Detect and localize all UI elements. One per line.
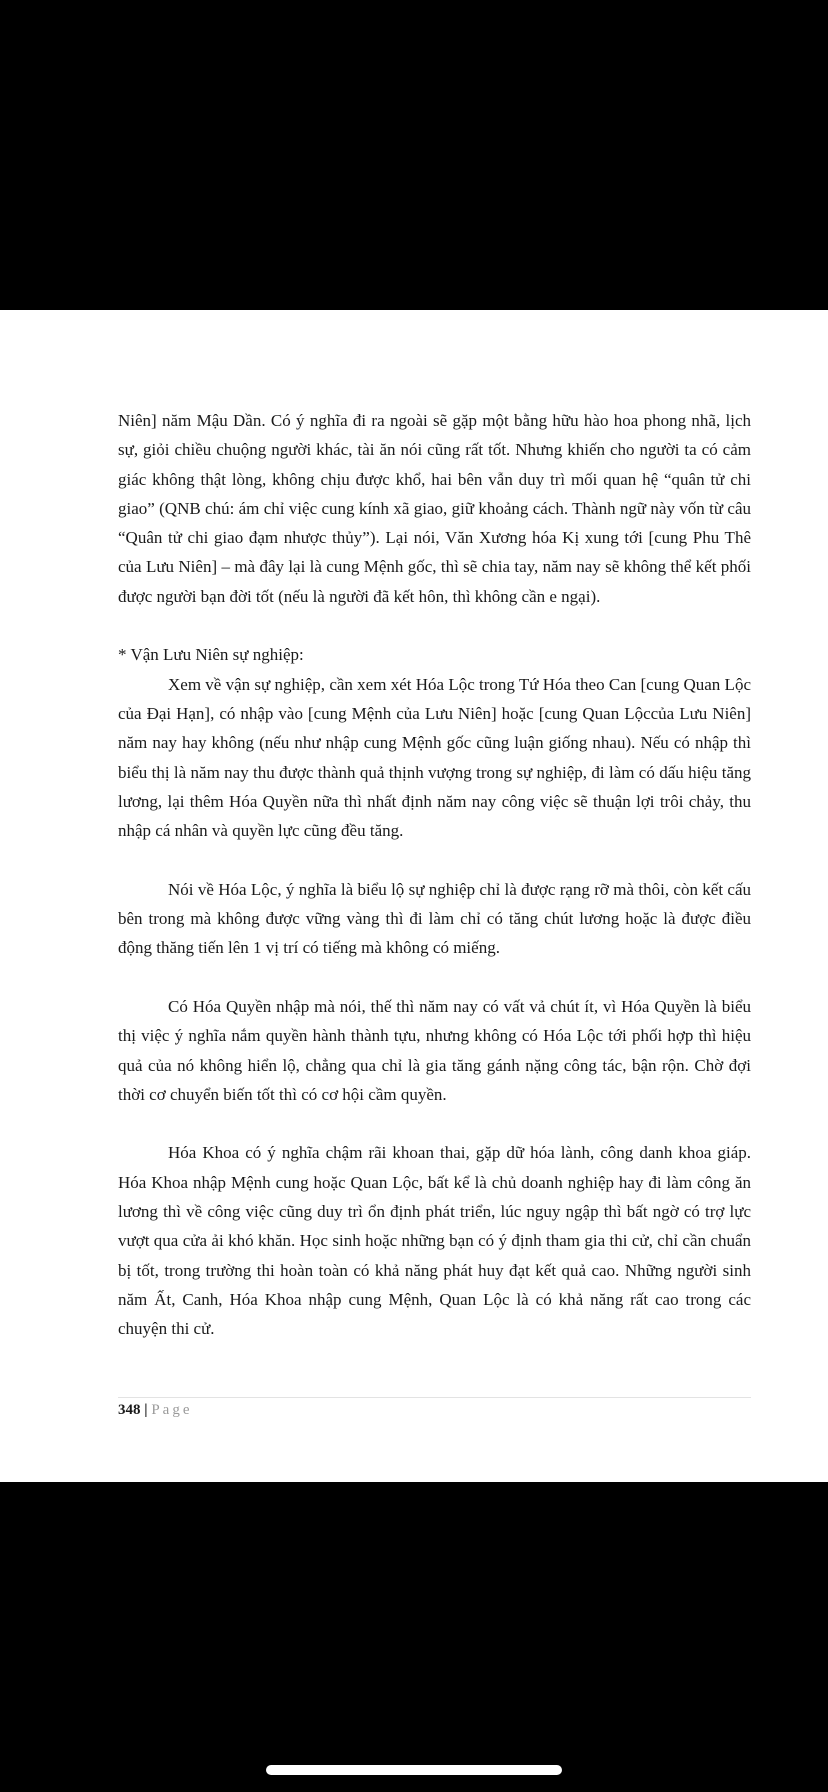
bottom-black-bar <box>0 1482 828 1792</box>
paragraph-gap <box>118 611 751 640</box>
page-separator: | <box>140 1402 152 1418</box>
paragraph-hoa-quyen: Có Hóa Quyền nhập mà nói, thế thì năm nay có vất vả chút ít, vì Hóa Quyền là biểu thị việc ý nghĩa nắm quyền hành thành tựu, nhưng không có Hóa Lộc tới phối hợp thì hiệu quả của nó không hiển lộ, chẳng qua chỉ là gia tăng gánh nặng công tác, bận rộn. Chờ đợi thời cơ chuyển biến tốt thì có cơ hội cầm quyền. <box>118 996 751 1104</box>
section-heading: * Vận Lưu Niên sự nghiệp: <box>118 645 304 665</box>
document-body <box>118 406 751 1344</box>
paragraph-continuation: Niên] năm Mậu Dần. Có ý nghĩa đi ra ngoài sẽ gặp một bằng hữu hào hoa phong nhã, lịch sự, giỏi chiều chuộng người khác, tài ăn nói cũng rất tốt. Nhưng khiến cho người ta có cảm giác không thật lòng, không chịu được khổ, hai bên vẫn duy trì mối quan hệ “quân tử chi giao” (QNB chú: ám chỉ việc cung kính xã giao, giữ khoảng cách. Thành ngữ này vốn từ câu “Quân tử chi giao đạm nhược thủy”). Lại nói, Văn Xương hóa Kị xung tới [cung Phu Thê của Lưu Niên] – mà đây lại là cung Mệnh gốc, thì sẽ chia tay, năm nay sẽ không thể kết phối được người bạn đời tốt (nếu là người đã kết hôn, thì không cần e ngại). <box>118 411 751 606</box>
page-footer <box>118 1397 751 1419</box>
paragraph-gap <box>118 845 751 874</box>
paragraph-gap <box>118 1109 751 1138</box>
page-label: Page <box>151 1402 193 1418</box>
paragraph-career-overview: Xem về vận sự nghiệp, cần xem xét Hóa Lộc trong Tứ Hóa theo Can [cung Quan Lộc của Đại Hạn], có nhập vào [cung Mệnh của Lưu Niên] hoặc [cung Quan Lộccủa Lưu Niên] năm nay hay không (nếu như nhập cung Mệnh gốc cũng luận giống nhau). Nếu có nhập thì biểu thị là năm nay thu được thành quả thịnh vượng trong sự nghiệp, đi làm có dấu hiệu tăng lương, lại thêm Hóa Quyền nữa thì nhất định năm nay công việc sẽ thuận lợi trôi chảy, thu nhập cá nhân và quyền lực cũng đều tăng. <box>118 674 751 841</box>
document-page <box>0 310 828 1482</box>
page-number: 348 <box>118 1402 141 1418</box>
paragraph-hoa-loc: Nói về Hóa Lộc, ý nghĩa là biểu lộ sự nghiệp chỉ là được rạng rỡ mà thôi, còn kết cấu bên trong mà không được vững vàng thì đi làm chỉ có tăng chút lương hoặc là được điều động thăng tiến lên 1 vị trí có tiếng mà không có miếng. <box>118 879 751 958</box>
top-black-bar <box>0 0 828 310</box>
paragraph-hoa-khoa: Hóa Khoa có ý nghĩa chậm rãi khoan thai, gặp dữ hóa lành, công danh khoa giáp. Hóa Khoa nhập Mệnh cung hoặc Quan Lộc, bất kể là chủ doanh nghiệp hay đi làm công ăn lương thì về công việc cũng duy trì ổn định phát triển, lúc nguy ngập thì bất ngờ có trợ lực vượt qua cửa ải khó khăn. Học sinh hoặc những bạn có ý định tham gia thi cử, chỉ cần chuẩn bị tốt, trong trường thi hoàn toàn có khả năng phát huy đạt kết quả cao. Những người sinh năm Ất, Canh, Hóa Khoa nhập cung Mệnh, Quan Lộc là có khả năng rất cao trong các chuyện thi cử. <box>118 1143 751 1339</box>
home-indicator[interactable] <box>266 1765 562 1775</box>
paragraph-gap <box>118 963 751 992</box>
